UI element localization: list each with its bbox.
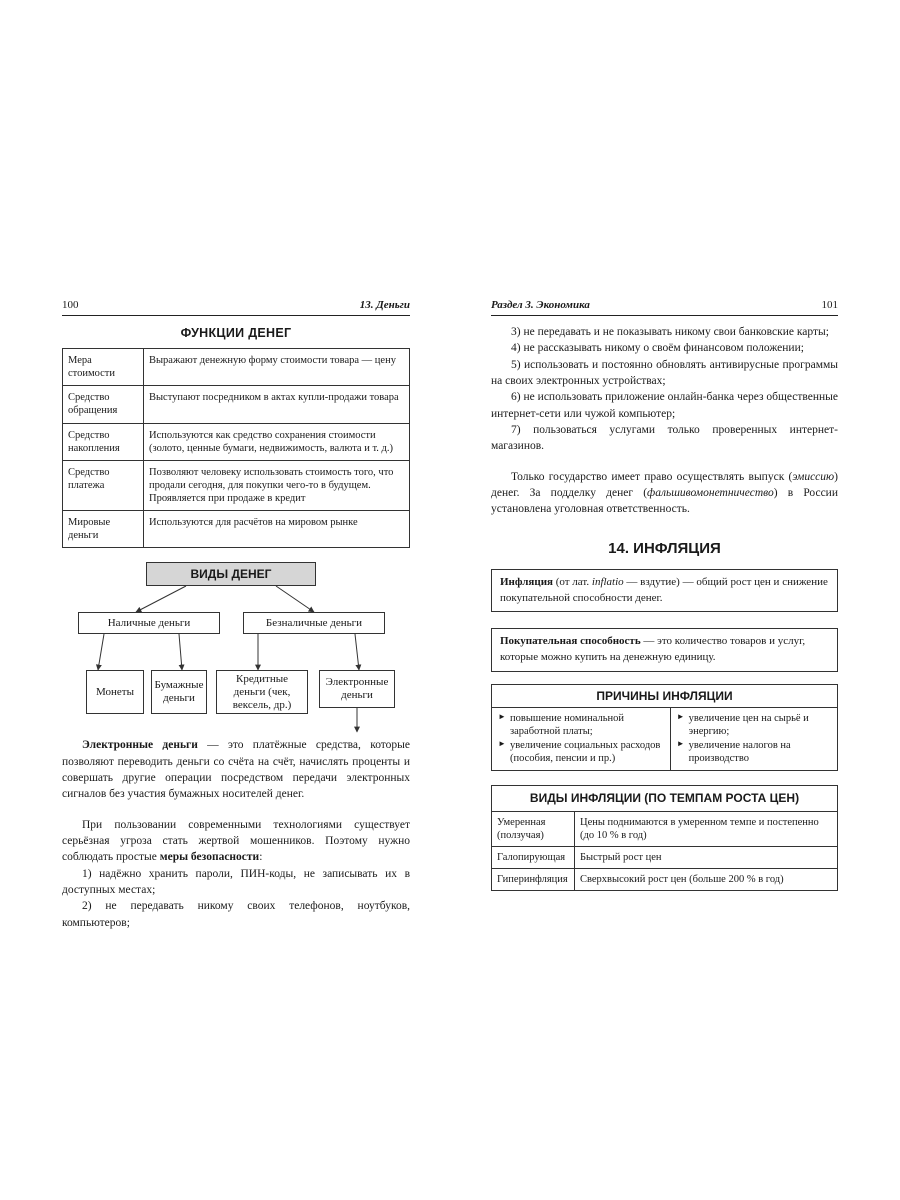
rule-item: 2) не передавать никому своих телефонов, ноутбуков, компьютеров; <box>62 900 410 929</box>
inflation-text-2: — вздутие) — общий рост цен и снижение покупательной способности денег. <box>500 575 828 604</box>
list-item <box>498 739 664 765</box>
power-text: — это количество товаров и услуг, которые можно купить на денежную единицу. <box>500 635 806 664</box>
function-desc: Выступают посредником в актах купли-продажи товара <box>144 386 410 423</box>
causes-title: ПРИЧИНЫ ИНФЛЯЦИИ <box>492 685 837 708</box>
state-text-1: Только государство имеет право осуществлять выпуск ( <box>511 470 793 483</box>
causes-left-column <box>492 708 671 770</box>
inflation-text-1: (от лат. <box>552 575 592 588</box>
diagram-credit: Кредитные деньги (чек, вексель, др.) <box>216 670 308 714</box>
security-colon: : <box>259 851 263 864</box>
diagram-paper: Бумажные деньги <box>151 670 207 714</box>
counterfeit-term: фальшивомонетничество <box>647 486 774 499</box>
function-name: Средство обращения <box>63 386 144 423</box>
security-term: меры безопасности <box>159 851 260 864</box>
kind-desc: Цены поднимаются в умеренном темпе и постепенно (до 10 % в год) <box>575 811 838 846</box>
kind-desc: Сверхвысокий рост цен (больше 200 % в год) <box>575 869 838 891</box>
kind-name: Умеренная (ползучая) <box>492 811 575 846</box>
inflation-kinds-table <box>491 785 838 892</box>
power-term: Покупательная способность <box>500 635 641 648</box>
table-row <box>63 386 410 423</box>
cause-text: увеличение налогов на производство <box>688 739 791 764</box>
kind-name: Галопирующая <box>492 847 575 869</box>
function-desc: Используются как средство сохранения стоимости (золото, ценные бумаги, недвижимость, валюта и т. д.) <box>144 423 410 460</box>
security-paragraph <box>62 817 410 866</box>
emission-term: эмиссию <box>792 470 835 483</box>
page-number: 101 <box>821 299 838 311</box>
rule-item: 4) не рассказывать никому о своём финансовом положении; <box>511 342 804 355</box>
left-running-header <box>62 297 410 316</box>
list-item <box>498 712 664 738</box>
rule-item: 1) надёжно хранить пароли, ПИН-коды, не записывать их в доступных местах; <box>62 867 410 896</box>
state-text-3: ) в России установлена уголовная ответственность. <box>491 486 838 516</box>
right-page <box>491 297 838 891</box>
e-money-paragraph <box>62 737 410 802</box>
function-desc: Используются для расчётов на мировом рынке <box>144 511 410 548</box>
e-money-term: Электронные деньги <box>82 739 198 752</box>
chapter-title: 14. ИНФЛЯЦИЯ <box>608 539 721 557</box>
triangle-bullet-icon: ► <box>676 712 685 722</box>
kind-name: Гиперинфляция <box>492 869 575 891</box>
functions-table <box>62 348 410 548</box>
diagram-coins: Монеты <box>86 670 144 714</box>
diagram-noncash: Безналичные деньги <box>243 612 385 634</box>
state-paragraph <box>491 469 838 518</box>
kinds-title: ВИДЫ ИНФЛЯЦИИ (ПО ТЕМПАМ РОСТА ЦЕН) <box>492 785 838 811</box>
diagram-electronic: Электронные деньги <box>319 670 395 708</box>
function-name: Средство платежа <box>63 460 144 510</box>
triangle-bullet-icon: ► <box>498 738 506 748</box>
page-number: 100 <box>62 299 79 311</box>
inflation-definition <box>491 569 838 613</box>
table-row <box>492 811 838 846</box>
table-row <box>492 847 838 869</box>
e-money-text: — это платёжные средства, которые позволяют переводить деньги со счёта на счёт, начислять проценты и совершать другие операции посредством передачи электронных сигналов без участия бумажных носителей денег. <box>62 739 411 801</box>
function-name: Мера стоимости <box>63 349 144 386</box>
function-name: Мировые деньги <box>63 511 144 548</box>
inflation-term: Инфляция <box>500 575 553 588</box>
function-desc: Позволяют человеку использовать стоимость того, что продали сегодня, для покупки чего-то в будущем. Проявляется при продаже в кредит <box>144 460 410 510</box>
table-row <box>492 869 838 891</box>
table-row <box>63 349 410 386</box>
table-row <box>63 511 410 548</box>
triangle-bullet-icon: ► <box>498 712 506 722</box>
table-row <box>63 460 410 510</box>
inflation-latin: inflatio <box>591 575 624 588</box>
security-intro: При пользовании современными технологиями существует серьёзная угроза стать жертвой мошенников. Поэтому нужно соблюдать простые <box>62 818 410 864</box>
diagram-cash: Наличные деньги <box>78 612 220 634</box>
cause-text: увеличение цен на сырьё и энергию; <box>688 713 809 738</box>
purchasing-power-definition <box>491 628 838 672</box>
rule-item: 7) пользоваться услугами только проверенных интернет-магазинов. <box>491 423 838 453</box>
function-name: Средство накопления <box>63 423 144 460</box>
function-desc: Выражают денежную форму стоимости товара — цену <box>144 349 410 386</box>
left-page <box>62 297 410 931</box>
kind-desc: Быстрый рост цен <box>575 847 838 869</box>
right-running-header <box>491 297 838 316</box>
diagram-root: ВИДЫ ДЕНЕГ <box>146 562 316 586</box>
rule-item: 6) не использовать приложение онлайн-банка через общественные интернет-сети или чужой компьютер; <box>491 391 838 420</box>
running-title: 13. Деньги <box>359 299 410 311</box>
money-types-diagram <box>62 562 410 737</box>
list-item <box>677 712 831 738</box>
state-text-2: ) денег. За подделку денег ( <box>491 470 838 499</box>
causes-right-column <box>671 708 837 770</box>
cause-text: увеличение социальных расходов (пособия, пенсии и пр.) <box>510 739 661 764</box>
table-row <box>63 423 410 460</box>
triangle-bullet-icon: ► <box>676 738 685 748</box>
cause-text: повышение номинальной заработной платы; <box>510 713 624 738</box>
list-item <box>677 739 831 765</box>
inflation-causes-box <box>491 684 838 771</box>
functions-title: ФУНКЦИИ ДЕНЕГ <box>180 326 292 340</box>
running-title: Раздел 3. Экономика <box>491 299 590 311</box>
rule-item: 5) использовать и постоянно обновлять антивирусные программы на своих электронных устройствах; <box>491 358 838 387</box>
rule-item: 3) не передавать и не показывать никому свои банковские карты; <box>511 326 829 338</box>
